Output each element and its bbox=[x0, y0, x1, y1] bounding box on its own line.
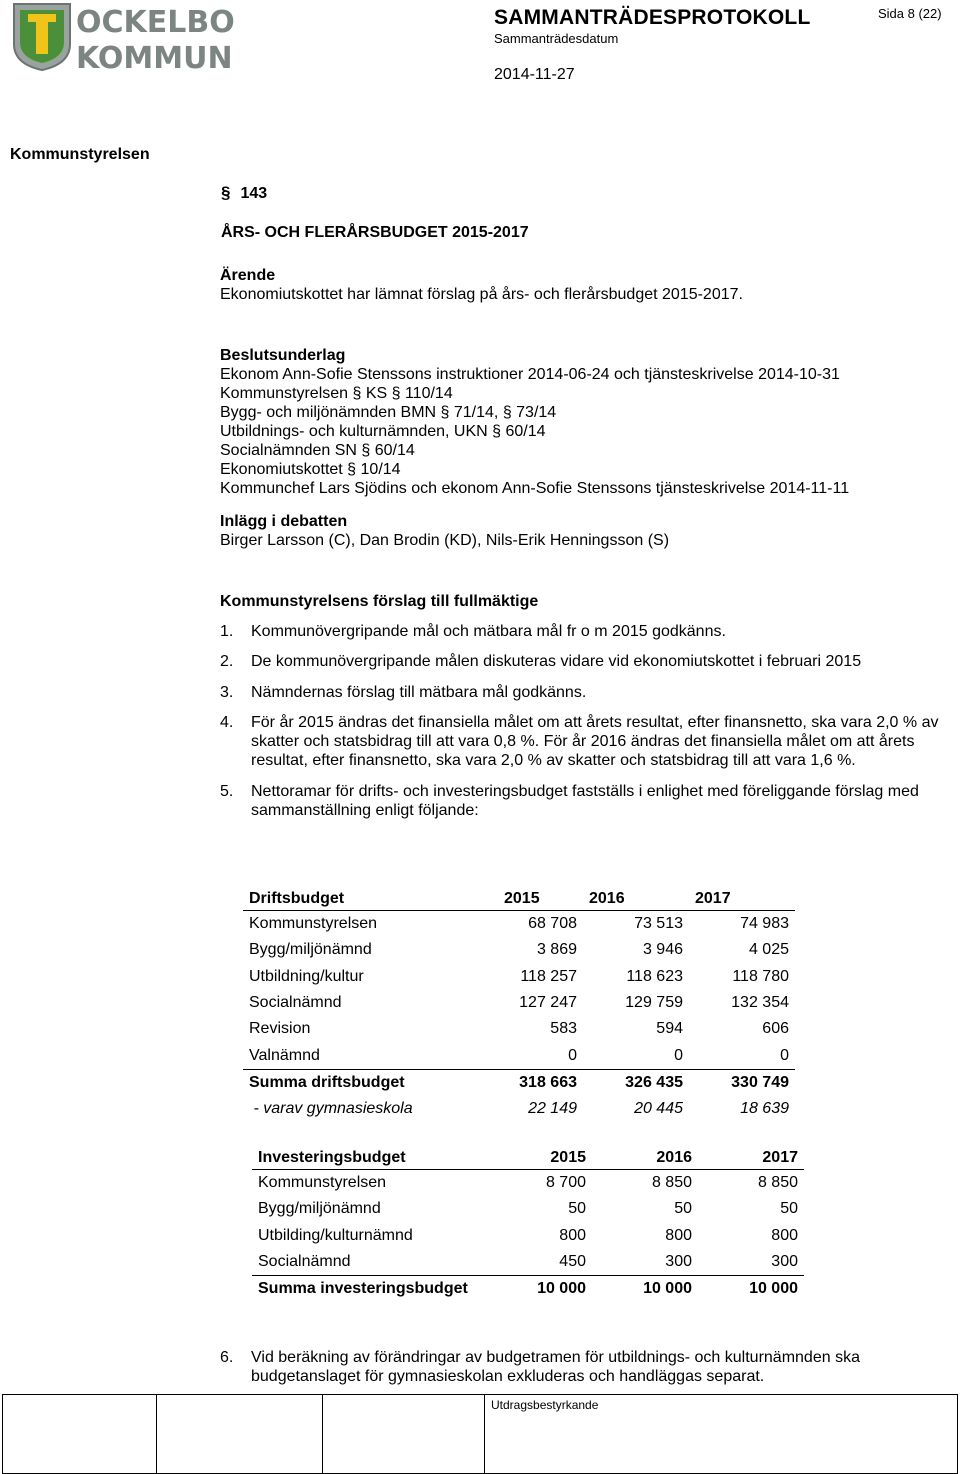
document-title: SAMMANTRÄDESPROTOKOLL bbox=[494, 6, 811, 29]
cell-value: 326 435 bbox=[583, 1069, 689, 1096]
cell-value: 300 bbox=[771, 1253, 798, 1271]
row-label: Utbilding/kulturnämnd bbox=[258, 1226, 413, 1244]
table-row bbox=[243, 1016, 795, 1042]
inlagg-text: Birger Larsson (C), Dan Brodin (KD), Nils-Erik Henningsson (S) bbox=[220, 532, 670, 549]
table-header-row bbox=[243, 882, 795, 911]
cell-value: 300 bbox=[665, 1253, 692, 1271]
list-item bbox=[220, 622, 955, 641]
table-row bbox=[252, 1223, 804, 1249]
logo-word-1: OCKELBO bbox=[76, 5, 235, 40]
list-item-number: 3. bbox=[220, 684, 234, 701]
cell-value: 127 247 bbox=[519, 994, 577, 1012]
paragraph-value: 143 bbox=[240, 185, 268, 202]
cell-value: 594 bbox=[656, 1020, 683, 1038]
cell-value: 118 780 bbox=[732, 967, 789, 985]
arende-section bbox=[220, 266, 743, 304]
table-sum-row bbox=[243, 1069, 795, 1096]
list-item-text: Vid beräkning av förändringar av budgetramen för utbildnings- och kulturnämnden ska budgetanslaget för gymnasieskolan exkluderas och handläggas separat. bbox=[251, 1349, 860, 1385]
forslag-heading: Kommunstyrelsens förslag till fullmäktige bbox=[220, 593, 539, 610]
signature-box bbox=[484, 1395, 599, 1473]
table-row bbox=[243, 1042, 795, 1069]
table-header: 2017 bbox=[689, 882, 795, 911]
list-item-number: 6. bbox=[220, 1349, 234, 1366]
beslutsunderlag-heading: Beslutsunderlag bbox=[220, 347, 346, 364]
row-label: Revision bbox=[249, 1020, 311, 1038]
cell-value: 450 bbox=[559, 1253, 586, 1271]
municipality-logo bbox=[10, 0, 235, 76]
cell-value: 68 708 bbox=[528, 915, 577, 933]
underlag-line: Ekonomiutskottet § 10/14 bbox=[220, 461, 401, 478]
meeting-date-label: Sammanträdesdatum bbox=[494, 31, 619, 46]
cell-value: 0 bbox=[568, 1046, 577, 1064]
table-row bbox=[243, 990, 795, 1016]
cell-value: 20 445 bbox=[634, 1100, 683, 1118]
row-label: Socialnämnd bbox=[249, 994, 342, 1012]
list-item-text: De kommunövergripande målen diskuteras vidare vid ekonomiutskottet i februari 2015 bbox=[251, 653, 862, 670]
cell-value: 118 257 bbox=[520, 967, 577, 985]
list-item bbox=[220, 652, 955, 671]
list-item-number: 2. bbox=[220, 653, 234, 670]
row-label: Socialnämnd bbox=[258, 1253, 351, 1271]
cell-value: 606 bbox=[762, 1020, 789, 1038]
driftsbudget-table bbox=[243, 882, 795, 1122]
cell-value: 800 bbox=[665, 1226, 692, 1244]
signature-box bbox=[322, 1395, 323, 1473]
cell-value: 73 513 bbox=[634, 915, 683, 933]
list-item-text: För år 2015 ändras det finansiella målet om att årets resultat, efter finansnetto, ska vara 2,0 % av skatter och statsbidrag till att vara 0,8 %. För år 2016 ändras det finansiella målet om att årets resultat, efter finansnetto, ska vara 2,0 % av skatter och statsbidrag till att vara 1,6 %. bbox=[251, 714, 939, 769]
inlagg-heading: Inlägg i debatten bbox=[220, 513, 348, 530]
cell-value: 3 946 bbox=[642, 941, 683, 959]
table-row bbox=[252, 1196, 804, 1222]
underlag-line: Bygg- och miljönämnden BMN § 71/14, § 73/14 bbox=[220, 404, 557, 421]
row-label: - varav gymnasieskola bbox=[249, 1100, 413, 1118]
cell-value: 3 869 bbox=[536, 941, 577, 959]
cell-value: 330 749 bbox=[689, 1069, 795, 1096]
cell-value: 0 bbox=[674, 1046, 683, 1064]
table-row bbox=[243, 911, 795, 938]
arende-heading: Ärende bbox=[220, 267, 276, 284]
list-item bbox=[220, 1348, 955, 1386]
cell-value: 318 663 bbox=[498, 1069, 583, 1096]
cell-value: 50 bbox=[780, 1200, 798, 1218]
section-sign: § bbox=[221, 183, 231, 202]
table-header: 2015 bbox=[507, 1141, 592, 1170]
page-number: Sida 8 (22) bbox=[878, 6, 942, 21]
list-item-number: 4. bbox=[220, 714, 234, 731]
underlag-line: Kommunstyrelsen § KS § 110/14 bbox=[220, 385, 453, 402]
cell-value: 583 bbox=[550, 1020, 577, 1038]
cell-value: 50 bbox=[568, 1200, 586, 1218]
cell-value: 8 700 bbox=[545, 1174, 586, 1192]
row-label: Bygg/miljönämnd bbox=[249, 941, 372, 959]
arende-text: Ekonomiutskottet har lämnat förslag på års- och flerårsbudget 2015-2017. bbox=[220, 286, 743, 303]
cell-value: 10 000 bbox=[592, 1276, 698, 1303]
cell-value: 118 623 bbox=[626, 967, 683, 985]
beslutsunderlag-section bbox=[220, 346, 849, 498]
row-label: Bygg/miljönämnd bbox=[258, 1200, 381, 1218]
paragraph-number bbox=[221, 183, 267, 203]
list-item-text: Kommunövergripande mål och mätbara mål fr o m 2015 godkänns. bbox=[251, 623, 726, 640]
row-label: Valnämnd bbox=[249, 1046, 320, 1064]
table-row bbox=[243, 937, 795, 963]
item-title: ÅRS- OCH FLERÅRSBUDGET 2015-2017 bbox=[221, 224, 529, 241]
table-header: Driftsbudget bbox=[243, 882, 498, 911]
table-subrow bbox=[243, 1096, 795, 1122]
cell-value: 18 639 bbox=[740, 1100, 789, 1118]
cell-value: 129 759 bbox=[625, 994, 683, 1012]
table-header: 2016 bbox=[583, 882, 689, 911]
row-label: Kommunstyrelsen bbox=[249, 915, 378, 933]
underlag-line: Kommunchef Lars Sjödins och ekonom Ann-Sofie Stenssons tjänsteskrivelse 2014-11-11 bbox=[220, 480, 850, 497]
cell-value: 10 000 bbox=[507, 1276, 592, 1303]
row-label: Summa investeringsbudget bbox=[252, 1276, 507, 1303]
cell-value: 8 850 bbox=[757, 1174, 798, 1192]
cell-value: 74 983 bbox=[740, 915, 789, 933]
logo-word-2: KOMMUN bbox=[76, 41, 233, 76]
list-item bbox=[220, 782, 955, 820]
table-row bbox=[243, 964, 795, 990]
table-header: 2015 bbox=[498, 882, 583, 911]
underlag-line: Utbildnings- och kulturnämnden, UKN § 60/14 bbox=[220, 423, 546, 440]
table-header: 2017 bbox=[698, 1141, 804, 1170]
table-sum-row bbox=[252, 1276, 804, 1303]
table-header-row bbox=[252, 1141, 804, 1170]
list-item-number: 1. bbox=[220, 623, 234, 640]
cell-value: 0 bbox=[780, 1046, 789, 1064]
table-row bbox=[252, 1249, 804, 1276]
cell-value: 22 149 bbox=[528, 1100, 577, 1118]
list-item-text: Nämndernas förslag till mätbara mål godkänns. bbox=[251, 684, 587, 701]
row-label: Summa driftsbudget bbox=[243, 1069, 498, 1096]
signature-box bbox=[156, 1395, 157, 1473]
cell-value: 4 025 bbox=[748, 941, 789, 959]
cell-value: 50 bbox=[674, 1200, 692, 1218]
table-row bbox=[252, 1170, 804, 1197]
signature-footer bbox=[2, 1394, 958, 1474]
inlagg-section bbox=[220, 512, 669, 550]
row-label: Utbildning/kultur bbox=[249, 967, 364, 985]
list-item bbox=[220, 713, 955, 770]
cell-value: 800 bbox=[559, 1226, 586, 1244]
investeringsbudget-table bbox=[252, 1141, 804, 1302]
underlag-line: Ekonom Ann-Sofie Stenssons instruktioner 2014-06-24 och tjänsteskrivelse 2014-10-31 bbox=[220, 366, 840, 383]
cell-value: 132 354 bbox=[731, 994, 789, 1012]
table-header: 2016 bbox=[592, 1141, 698, 1170]
row-label: Kommunstyrelsen bbox=[258, 1174, 387, 1192]
list-item-number: 5. bbox=[220, 783, 234, 800]
meeting-date: 2014-11-27 bbox=[494, 66, 575, 83]
footer-label: Utdragsbestyrkande bbox=[491, 1398, 599, 1412]
list-item-text: Nettoramar för drifts- och investeringsbudget fastställs i enlighet med föreliggande förslag med sammanställning enligt följande: bbox=[251, 783, 919, 819]
coat-of-arms-icon bbox=[14, 4, 70, 70]
cell-value: 8 850 bbox=[651, 1174, 692, 1192]
table-header: Investeringsbudget bbox=[252, 1141, 507, 1170]
cell-value: 10 000 bbox=[698, 1276, 804, 1303]
cell-value: 800 bbox=[771, 1226, 798, 1244]
underlag-line: Socialnämnden SN § 60/14 bbox=[220, 442, 415, 459]
organ-name: Kommunstyrelsen bbox=[10, 146, 150, 163]
list-item bbox=[220, 683, 955, 702]
